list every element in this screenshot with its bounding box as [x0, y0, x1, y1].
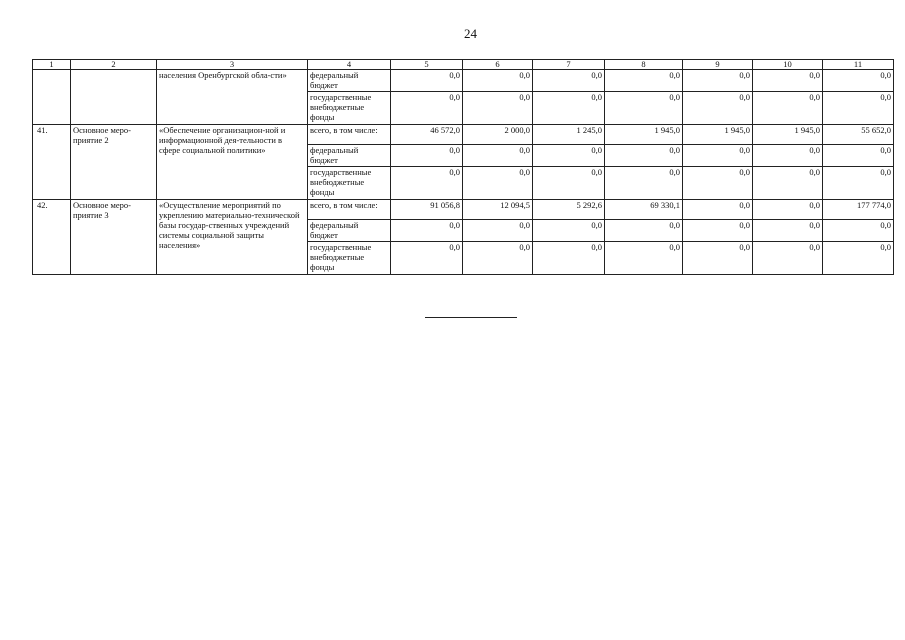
amount-cell: 0,0: [391, 145, 463, 167]
measure-name-cell: «Осуществление мероприятий по укреплению материально-технической базы государ-ственных учреждений системы социальной защиты населения»: [157, 200, 308, 275]
amount-cell: 0,0: [683, 145, 753, 167]
amount-cell: 0,0: [753, 145, 823, 167]
amount-cell: 0,0: [753, 92, 823, 125]
amount-cell: 0,0: [753, 242, 823, 275]
amount-cell: 0,0: [753, 200, 823, 220]
amount-cell: 0,0: [683, 167, 753, 200]
amount-cell: 0,0: [823, 220, 894, 242]
funding-source-cell: всего, в том числе:: [308, 200, 391, 220]
amount-cell: 0,0: [605, 70, 683, 92]
column-header: 2: [71, 60, 157, 70]
measure-type-cell: Основное меро-приятие 2: [71, 125, 157, 200]
amount-cell: 0,0: [391, 167, 463, 200]
measure-type-cell: Основное меро-приятие 3: [71, 200, 157, 275]
amount-cell: 0,0: [823, 242, 894, 275]
amount-cell: 0,0: [753, 220, 823, 242]
amount-cell: 0,0: [605, 92, 683, 125]
amount-cell: 0,0: [823, 145, 894, 167]
amount-cell: 0,0: [605, 220, 683, 242]
amount-cell: 0,0: [753, 167, 823, 200]
amount-cell: 177 774,0: [823, 200, 894, 220]
amount-cell: 69 330,1: [605, 200, 683, 220]
amount-cell: 91 056,8: [391, 200, 463, 220]
funding-source-cell: всего, в том числе:: [308, 125, 391, 145]
amount-cell: 5 292,6: [533, 200, 605, 220]
amount-cell: 0,0: [533, 242, 605, 275]
amount-cell: 0,0: [391, 92, 463, 125]
funding-source-cell: государственные внебюджетные фонды: [308, 167, 391, 200]
column-header: 9: [683, 60, 753, 70]
amount-cell: 0,0: [463, 92, 533, 125]
amount-cell: 0,0: [683, 200, 753, 220]
amount-cell: 0,0: [391, 70, 463, 92]
amount-cell: 1 945,0: [753, 125, 823, 145]
end-divider-line: [425, 317, 517, 318]
column-header: 5: [391, 60, 463, 70]
table-body: [33, 70, 894, 275]
page-number: 24: [464, 26, 477, 41]
column-header: 10: [753, 60, 823, 70]
amount-cell: 0,0: [463, 242, 533, 275]
budget-table: [32, 59, 894, 275]
amount-cell: 0,0: [533, 167, 605, 200]
column-header: 11: [823, 60, 894, 70]
amount-cell: 1 945,0: [683, 125, 753, 145]
amount-cell: 46 572,0: [391, 125, 463, 145]
measure-name-cell: «Обеспечение организацион-ной и информационной дея-тельности в сфере социальной политики»: [157, 125, 308, 200]
funding-source-cell: федеральный бюджет: [308, 145, 391, 167]
row-number-cell: 41.: [33, 125, 71, 200]
amount-cell: 0,0: [533, 70, 605, 92]
amount-cell: 0,0: [391, 220, 463, 242]
header-row: [33, 60, 894, 70]
column-header: 6: [463, 60, 533, 70]
amount-cell: 0,0: [463, 220, 533, 242]
table-row: [33, 125, 894, 145]
amount-cell: 55 652,0: [823, 125, 894, 145]
amount-cell: 12 094,5: [463, 200, 533, 220]
column-header: 4: [308, 60, 391, 70]
amount-cell: 0,0: [605, 145, 683, 167]
amount-cell: 0,0: [823, 92, 894, 125]
amount-cell: 0,0: [463, 70, 533, 92]
row-number-cell: [33, 70, 71, 125]
funding-source-cell: государственные внебюджетные фонды: [308, 242, 391, 275]
amount-cell: 0,0: [391, 242, 463, 275]
measure-name-cell: населения Оренбургской обла-сти»: [157, 70, 308, 125]
amount-cell: 0,0: [683, 242, 753, 275]
measure-type-cell: [71, 70, 157, 125]
amount-cell: 1 945,0: [605, 125, 683, 145]
amount-cell: 0,0: [605, 167, 683, 200]
amount-cell: 0,0: [823, 70, 894, 92]
amount-cell: 0,0: [683, 70, 753, 92]
column-header: 3: [157, 60, 308, 70]
amount-cell: 0,0: [753, 70, 823, 92]
column-header: 1: [33, 60, 71, 70]
amount-cell: 0,0: [683, 220, 753, 242]
row-number-cell: 42.: [33, 200, 71, 275]
funding-source-cell: федеральный бюджет: [308, 220, 391, 242]
amount-cell: 0,0: [605, 242, 683, 275]
amount-cell: 2 000,0: [463, 125, 533, 145]
amount-cell: 0,0: [683, 92, 753, 125]
funding-source-cell: федеральный бюджет: [308, 70, 391, 92]
funding-source-cell: государственные внебюджетные фонды: [308, 92, 391, 125]
table-row: [33, 200, 894, 220]
amount-cell: 1 245,0: [533, 125, 605, 145]
column-header: 8: [605, 60, 683, 70]
column-header: 7: [533, 60, 605, 70]
amount-cell: 0,0: [533, 145, 605, 167]
amount-cell: 0,0: [463, 145, 533, 167]
amount-cell: 0,0: [823, 167, 894, 200]
amount-cell: 0,0: [533, 92, 605, 125]
amount-cell: 0,0: [463, 167, 533, 200]
table-row: [33, 70, 894, 92]
amount-cell: 0,0: [533, 220, 605, 242]
